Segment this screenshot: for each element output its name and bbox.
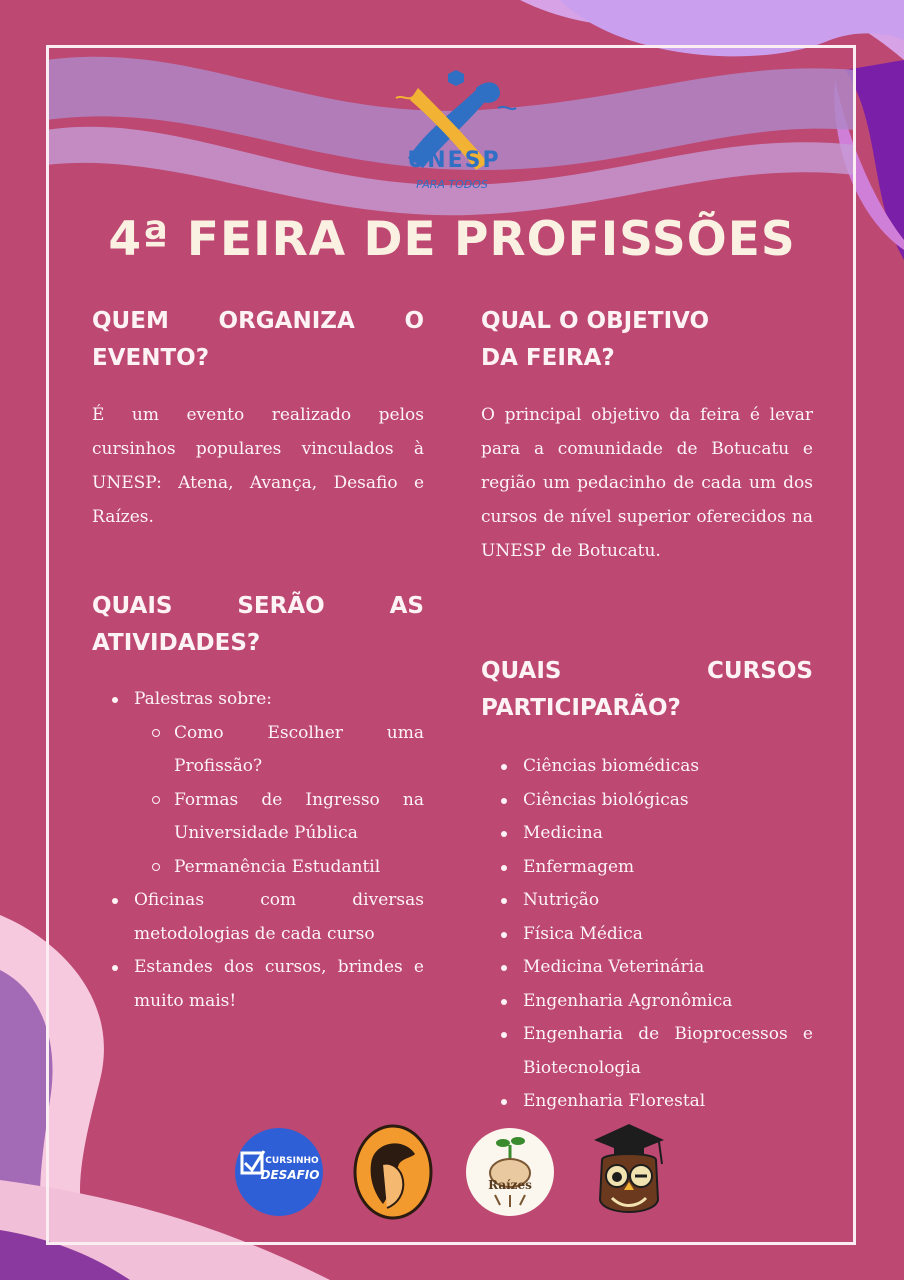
list-item: Palestras sobre: bbox=[92, 683, 424, 717]
raizes-logo bbox=[465, 1127, 555, 1217]
list-item: Oficinas com diversas metodologias de cada curso bbox=[92, 884, 424, 951]
paragraph-objective: O principal objetivo da feira é levar para a comunidade de Botucatu e região um pedacinho de cada um dos cursos de nível superior oferecidos na UNESP de Botucatu. bbox=[481, 405, 813, 561]
unesp-logo bbox=[388, 68, 518, 196]
atena-logo bbox=[353, 1124, 433, 1220]
list-item: Nutrição bbox=[481, 884, 813, 918]
raizes-label: Raízes bbox=[488, 1178, 532, 1192]
list-item: Engenharia de Bioprocessos e Biotecnologia bbox=[481, 1018, 813, 1085]
owl-logo bbox=[584, 1120, 674, 1222]
list-item: Engenharia Agronômica bbox=[481, 985, 813, 1019]
logo-text: UNESP bbox=[407, 148, 501, 173]
page-title: 4ª FEIRA DE PROFISSÕES bbox=[108, 212, 796, 267]
list-item: Ciências biológicas bbox=[481, 784, 813, 818]
heading-who-organizes: QUEM ORGANIZA O EVENTO? bbox=[92, 308, 424, 371]
list-item: Física Médica bbox=[481, 918, 813, 952]
list-item: Estandes dos cursos, brindes e muito mais! bbox=[92, 951, 424, 1018]
cursinho-desafio-logo bbox=[234, 1127, 324, 1217]
desafio-line1: CURSINHO bbox=[265, 1156, 319, 1166]
heading-courses: QUAIS CURSOS PARTICIPARÃO? bbox=[481, 658, 813, 721]
courses-list bbox=[481, 750, 813, 1119]
list-item: Como Escolher uma Profissão? bbox=[92, 717, 424, 784]
list-item: Permanência Estudantil bbox=[92, 851, 424, 885]
list-item: Ciências biomédicas bbox=[481, 750, 813, 784]
list-item: Formas de Ingresso na Universidade Pública bbox=[92, 784, 424, 851]
desafio-line2: DESAFIO bbox=[260, 1168, 320, 1182]
paragraph-organizers: É um evento realizado pelos cursinhos populares vinculados à UNESP: Atena, Avança, Desafio e Raízes. bbox=[92, 405, 424, 527]
list-item: Engenharia Florestal bbox=[481, 1085, 813, 1119]
activities-list bbox=[92, 683, 424, 1018]
heading-objective: QUAL O OBJETIVO DA FEIRA? bbox=[481, 308, 710, 371]
list-item: Medicina bbox=[481, 817, 813, 851]
list-item: Medicina Veterinária bbox=[481, 951, 813, 985]
logo-subtitle: PARA TODOS bbox=[416, 178, 488, 191]
list-item: Enfermagem bbox=[481, 851, 813, 885]
heading-activities: QUAIS SERÃO AS ATIVIDADES? bbox=[92, 593, 424, 656]
